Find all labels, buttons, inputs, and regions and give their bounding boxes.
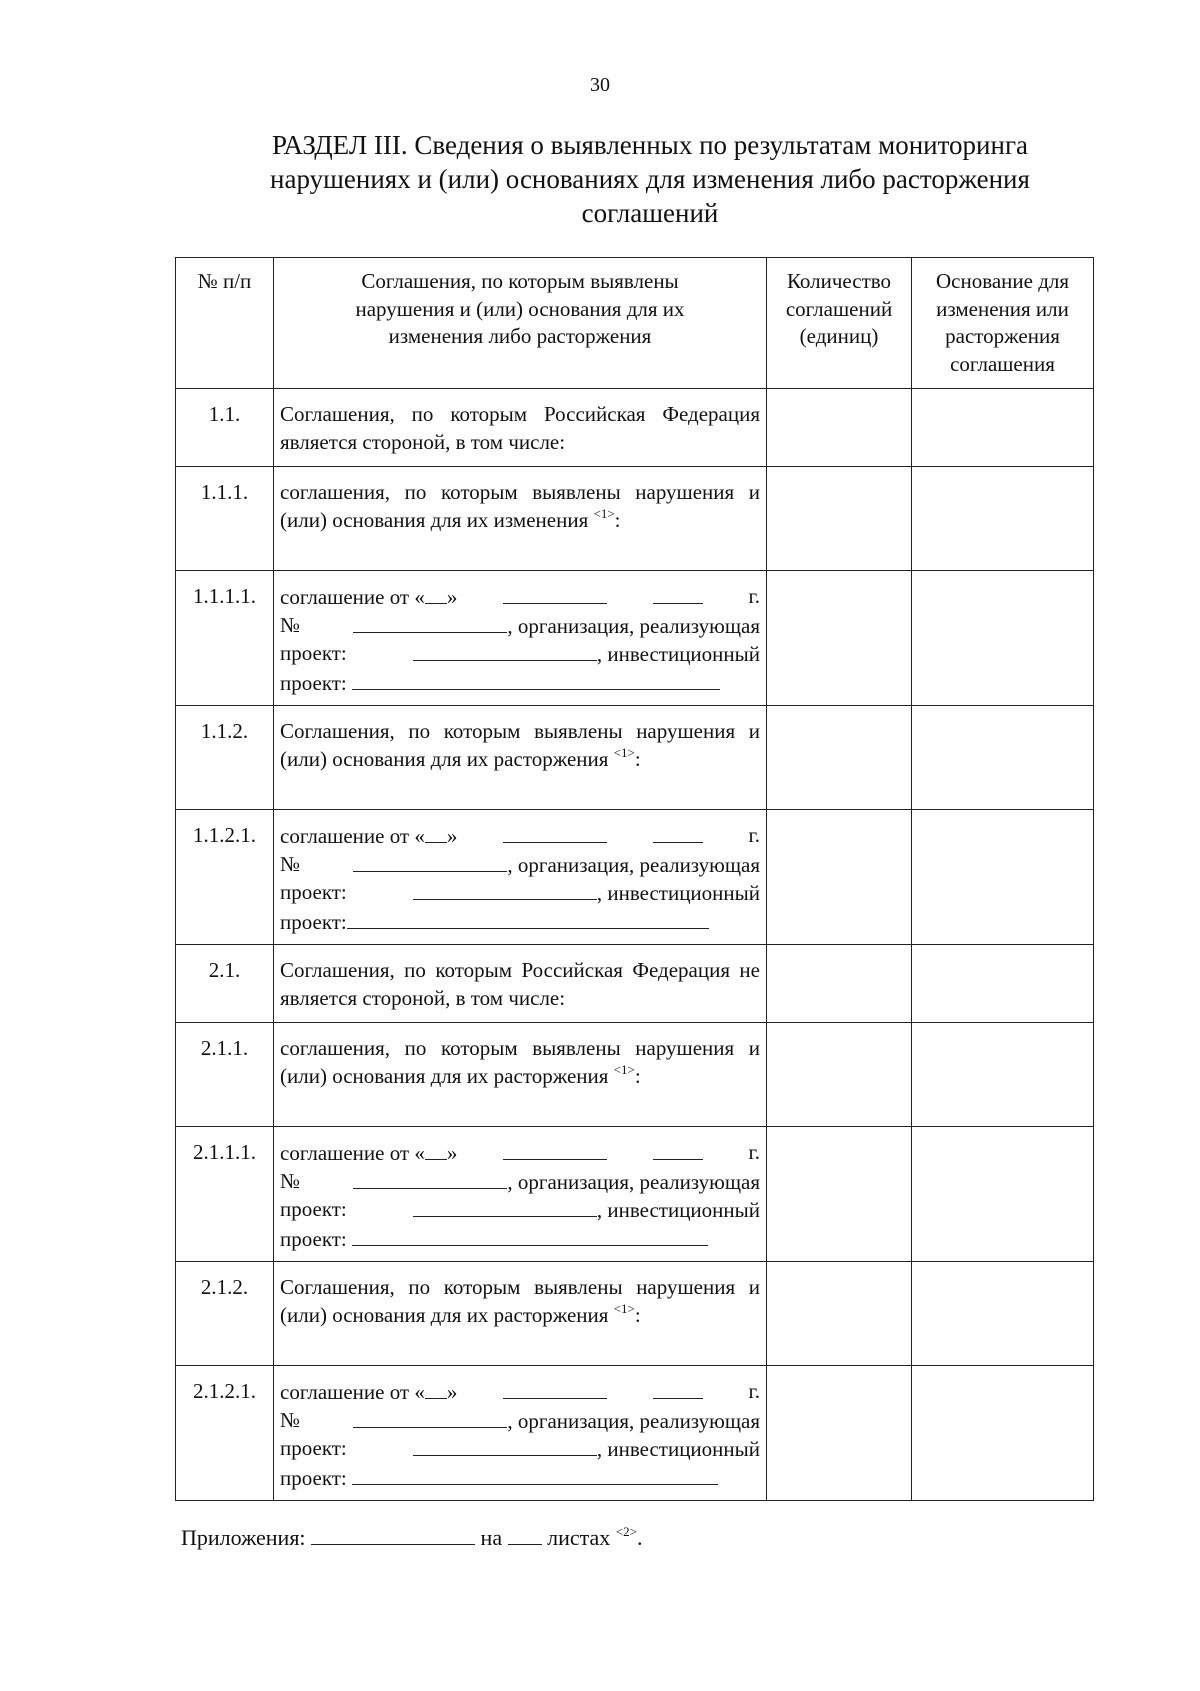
count-cell[interactable] [767,1127,912,1262]
row-description [274,1023,767,1127]
basis-cell[interactable] [912,810,1094,945]
row-number: 2.1. [176,945,274,1023]
project-field[interactable] [413,1196,597,1217]
header-num: № п/п [176,258,274,389]
agreement-line [280,851,760,880]
number-label: № [280,851,301,876]
number-label: № [280,612,301,637]
count-cell[interactable] [767,1262,912,1366]
year-field[interactable] [653,822,703,843]
row-number: 1.1.1. [176,467,274,571]
row-number: 2.1.2.1. [176,1366,274,1501]
year-field[interactable] [653,583,703,604]
number-field[interactable] [353,1407,507,1428]
number-field[interactable] [353,851,507,872]
month-field[interactable] [503,822,607,843]
row-suffix: : [614,507,621,532]
agreement-line [280,1435,760,1464]
agreement-entry [274,810,767,945]
basis-cell[interactable] [912,945,1094,1023]
table-header-row [176,258,1094,389]
agreement-line [280,822,760,851]
count-cell[interactable] [767,467,912,571]
investment-project-label: проект: [280,1465,347,1490]
agreement-line [280,612,760,641]
table-row [176,1262,1094,1366]
project-field[interactable] [413,879,597,900]
day-field[interactable] [425,822,447,843]
agreement-line [280,1464,760,1493]
attachments-end: . [636,1525,643,1550]
row-number: 2.1.2. [176,1262,274,1366]
row-text: Соглашения, по которым выявлены нарушения и (или) основания для их расторжения [280,1275,760,1327]
year-field[interactable] [653,1139,703,1160]
row-number: 1.1.2. [176,706,274,810]
quote-close: » [446,1141,458,1165]
count-cell[interactable] [767,945,912,1023]
count-cell[interactable] [767,1366,912,1501]
day-field[interactable] [425,1378,447,1399]
org-label: , организация, реализующая [507,613,760,638]
number-field[interactable] [353,1168,507,1189]
section-title-line: соглашений [581,198,719,228]
sheets-count-field[interactable] [508,1524,542,1545]
agreement-prefix: соглашение от « [280,1141,425,1165]
section-title-line: нарушениях и (или) основаниях для изменения либо расторжения [270,164,1030,194]
day-field[interactable] [425,583,447,604]
agreement-prefix: соглашение от « [280,824,425,848]
row-text: Соглашения, по которым выявлены нарушения и (или) основания для их расторжения [280,719,760,771]
number-label: № [280,1168,301,1193]
agreement-line [280,669,760,698]
row-suffix: : [634,1063,641,1088]
count-cell[interactable] [767,389,912,467]
attachments-on: на [480,1525,503,1550]
attachments-sheets: листах [547,1525,611,1550]
row-suffix: : [634,1302,641,1327]
agreement-entry [274,571,767,706]
attachments-label: Приложения: [181,1525,306,1550]
basis-cell[interactable] [912,1127,1094,1262]
agreement-line [280,1407,760,1436]
basis-cell[interactable] [912,1262,1094,1366]
count-cell[interactable] [767,706,912,810]
footnote-ref: <1> [613,744,635,760]
investment-label: , инвестиционный [596,1198,760,1222]
row-number: 1.1.1.1. [176,571,274,706]
number-label: № [280,1407,301,1432]
basis-cell[interactable] [912,1023,1094,1127]
investment-project-field[interactable] [352,669,720,690]
row-description: Соглашения, по которым Российская Федерация не является стороной, в том числе: [274,945,767,1023]
header-count: Количество соглашений (единиц) [767,258,912,389]
row-description: Соглашения, по которым Российская Федерация является стороной, в том числе: [274,389,767,467]
investment-project-label: проект: [280,670,347,695]
quote-close: » [446,585,458,609]
row-description [274,1262,767,1366]
row-text: соглашения, по которым выявлены нарушения и (или) основания для их расторжения [280,1036,760,1088]
header-agreements: Соглашения, по которым выявлены нарушения и (или) основания для их изменения либо расторжения [274,258,767,389]
footnote-ref: <1> [613,1300,635,1316]
agreement-line [280,1168,760,1197]
count-cell[interactable] [767,571,912,706]
year-suffix: г. [748,584,760,608]
org-label: , организация, реализующая [507,1169,760,1194]
investment-label: , инвестиционный [596,881,760,905]
table-row [176,467,1094,571]
agreement-line [280,1139,760,1168]
month-field[interactable] [503,1139,607,1160]
investment-project-field[interactable] [352,1225,708,1246]
row-description [274,706,767,810]
project-label: проект: [280,1197,347,1221]
row-description [274,467,767,571]
investment-project-label: проект: [280,909,347,934]
project-field[interactable] [413,640,597,661]
agreement-line [280,640,760,669]
count-cell[interactable] [767,810,912,945]
year-field[interactable] [653,1378,703,1399]
basis-cell[interactable] [912,467,1094,571]
footnote-ref: <2> [615,1524,637,1539]
row-number: 1.1. [176,389,274,467]
row-text: соглашения, по которым выявлены нарушения и (или) основания для их изменения [280,480,760,532]
agreement-prefix: соглашение от « [280,1380,425,1404]
section-title-line: РАЗДЕЛ III. Сведения о выявленных по результатам мониторинга [272,130,1028,160]
table-row [176,945,1094,1023]
agreement-entry [274,1366,767,1501]
agreement-line [280,879,760,908]
agreement-line [280,1225,760,1254]
table-row [176,389,1094,467]
investment-project-field[interactable] [352,1464,718,1485]
investment-label: , инвестиционный [596,642,760,666]
agreement-line [280,583,760,612]
row-number: 2.1.1.1. [176,1127,274,1262]
agreement-prefix: соглашение от « [280,585,425,609]
table-row [176,1127,1094,1262]
agreement-line [280,908,760,937]
count-cell[interactable] [767,1023,912,1127]
basis-cell[interactable] [912,571,1094,706]
basis-cell[interactable] [912,706,1094,810]
project-label: проект: [280,1436,347,1460]
row-number: 1.1.2.1. [176,810,274,945]
table-row [176,706,1094,810]
footnote-ref: <1> [593,505,615,521]
month-field[interactable] [503,1378,607,1399]
project-field[interactable] [413,1435,597,1456]
year-suffix: г. [748,823,760,847]
basis-cell[interactable] [912,1366,1094,1501]
investment-project-label: проект: [280,1226,347,1251]
month-field[interactable] [503,583,607,604]
org-label: , организация, реализующая [507,852,760,877]
day-field[interactable] [425,1139,447,1160]
table-row [176,571,1094,706]
number-field[interactable] [353,612,507,633]
violations-table [175,257,1094,1501]
agreement-line [280,1196,760,1225]
agreement-entry [274,1127,767,1262]
page-number: 30 [590,74,610,96]
header-basis: Основание для изменения или расторжения соглашения [912,258,1094,389]
project-label: проект: [280,641,347,665]
row-suffix: : [634,746,641,771]
row-number: 2.1.1. [176,1023,274,1127]
investment-project-field[interactable] [347,908,709,929]
section-title [210,128,1090,230]
project-label: проект: [280,880,347,904]
basis-cell[interactable] [912,389,1094,467]
attachments-field[interactable] [311,1524,475,1545]
table-row [176,810,1094,945]
table-row [176,1366,1094,1501]
table-row [176,1023,1094,1127]
attachments-line [181,1524,642,1551]
footnote-ref: <1> [613,1061,635,1077]
quote-close: » [446,1380,458,1404]
year-suffix: г. [748,1140,760,1164]
quote-close: » [446,824,458,848]
org-label: , организация, реализующая [507,1408,760,1433]
year-suffix: г. [748,1379,760,1403]
investment-label: , инвестиционный [596,1437,760,1461]
agreement-line [280,1378,760,1407]
